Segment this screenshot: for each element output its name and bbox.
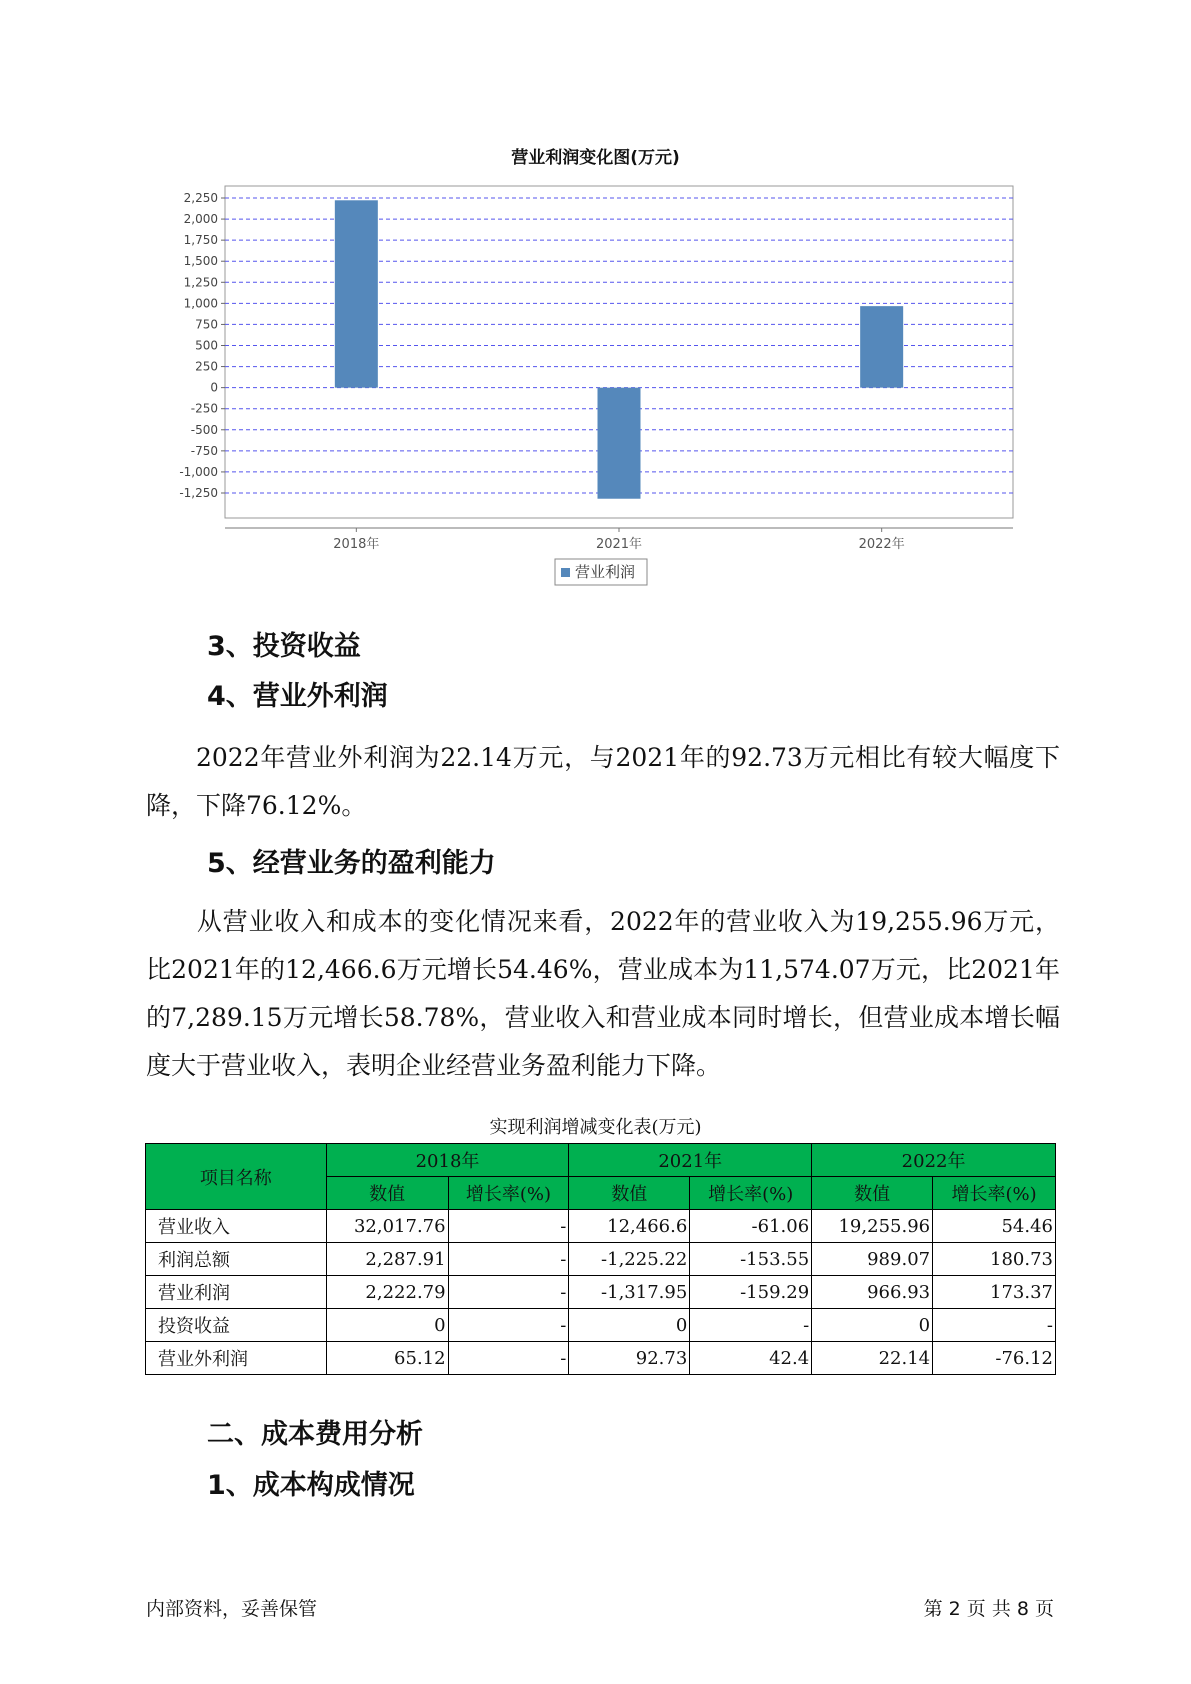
table-cell: - bbox=[448, 1210, 569, 1243]
section-heading-cost-analysis: 二、成本费用分析 bbox=[207, 1419, 423, 1450]
table-cell: 65.12 bbox=[326, 1342, 448, 1375]
table-cell: 2,287.91 bbox=[326, 1243, 448, 1276]
table-row bbox=[146, 1243, 1056, 1276]
table-cell: -76.12 bbox=[933, 1342, 1056, 1375]
row-name: 营业收入 bbox=[146, 1210, 327, 1243]
header-year-2021: 2021年 bbox=[569, 1144, 812, 1177]
x-tick-label: 2018年 bbox=[333, 537, 380, 552]
table-cell: - bbox=[448, 1243, 569, 1276]
row-name: 营业利润 bbox=[146, 1276, 327, 1309]
table-cell: 12,466.6 bbox=[569, 1210, 690, 1243]
table-cell: 0 bbox=[326, 1309, 448, 1342]
table-cell: - bbox=[448, 1342, 569, 1375]
paragraph-profitability bbox=[146, 898, 1060, 1090]
header-item-name: 项目名称 bbox=[146, 1144, 327, 1210]
y-tick-label: 750 bbox=[195, 317, 218, 332]
y-tick-label: 1,500 bbox=[183, 254, 218, 269]
y-tick-label: -1,000 bbox=[179, 464, 218, 479]
table-cell: -153.55 bbox=[690, 1243, 812, 1276]
y-tick-label: 500 bbox=[195, 338, 218, 353]
chart-title: 营业利润变化图(万元) bbox=[511, 148, 680, 168]
table-cell: 22.14 bbox=[812, 1342, 933, 1375]
table-cell: 32,017.76 bbox=[326, 1210, 448, 1243]
header-growth-rate: 增长率(%) bbox=[448, 1177, 569, 1210]
header-growth-rate: 增长率(%) bbox=[933, 1177, 1056, 1210]
table-cell: -61.06 bbox=[690, 1210, 812, 1243]
header-value: 数值 bbox=[326, 1177, 448, 1210]
section-heading-profitability: 5、经营业务的盈利能力 bbox=[207, 848, 496, 879]
table-cell: 54.46 bbox=[933, 1210, 1056, 1243]
section-heading-investment-income: 3、投资收益 bbox=[207, 631, 361, 662]
row-name: 投资收益 bbox=[146, 1309, 327, 1342]
row-name: 营业外利润 bbox=[146, 1342, 327, 1375]
table-cell: 989.07 bbox=[812, 1243, 933, 1276]
table-cell: -159.29 bbox=[690, 1276, 812, 1309]
table-cell: - bbox=[448, 1276, 569, 1309]
section-heading-cost-structure: 1、成本构成情况 bbox=[207, 1470, 415, 1501]
table-cell: 173.37 bbox=[933, 1276, 1056, 1309]
paragraph-text: 从营业收入和成本的变化情况来看，2022年的营业收入为19,255.96万元，比2021年的12,466.6万元增长54.46%，营业成本为11,574.07万元，比2021年的7,289.15万元增长58.78%，营业收入和营业成本同时增长，但营业成本增长幅度大于营业收入，表明企业经营业务盈利能力下降。 bbox=[146, 907, 1060, 1080]
table-cell: 92.73 bbox=[569, 1342, 690, 1375]
table-row bbox=[146, 1276, 1056, 1309]
x-tick-label: 2021年 bbox=[595, 537, 643, 552]
table-caption: 实现利润增减变化表(万元) bbox=[489, 1117, 702, 1138]
table-row bbox=[146, 1210, 1056, 1243]
header-value: 数值 bbox=[812, 1177, 933, 1210]
table-cell: -1,225.22 bbox=[569, 1243, 690, 1276]
bar bbox=[335, 200, 378, 387]
y-tick-label: 1,750 bbox=[183, 233, 218, 248]
legend-label: 营业利润 bbox=[575, 563, 636, 581]
y-tick-label: -1,250 bbox=[179, 486, 218, 500]
x-tick-label: 2022年 bbox=[858, 537, 905, 552]
table-cell: 2,222.79 bbox=[326, 1276, 448, 1309]
bar bbox=[598, 388, 641, 499]
table-cell: - bbox=[448, 1309, 569, 1342]
table-cell: 19,255.96 bbox=[812, 1210, 933, 1243]
table-cell: - bbox=[933, 1309, 1056, 1342]
y-tick-label: 1,000 bbox=[183, 296, 218, 311]
table-row bbox=[146, 1342, 1056, 1375]
table-row bbox=[146, 1309, 1056, 1342]
footer-confidential-note: 内部资料，妥善保管 bbox=[146, 1598, 318, 1620]
header-value: 数值 bbox=[569, 1177, 690, 1210]
table-cell: 0 bbox=[812, 1309, 933, 1342]
bar bbox=[860, 306, 903, 387]
y-tick-label: 2,000 bbox=[183, 212, 218, 227]
y-tick-label: -250 bbox=[190, 401, 218, 416]
operating-profit-chart bbox=[0, 0, 1191, 600]
y-tick-label: 2,250 bbox=[183, 191, 218, 205]
row-name: 利润总额 bbox=[146, 1243, 327, 1276]
y-tick-label: 250 bbox=[195, 359, 218, 374]
table-cell: -1,317.95 bbox=[569, 1276, 690, 1309]
table-cell: 966.93 bbox=[812, 1276, 933, 1309]
header-year-2022: 2022年 bbox=[812, 1144, 1056, 1177]
table-cell: - bbox=[690, 1309, 812, 1342]
y-tick-label: 1,250 bbox=[183, 275, 218, 290]
paragraph-non-operating-profit bbox=[146, 734, 1060, 830]
footer-page-number: 第 2 页 共 8 页 bbox=[923, 1598, 1054, 1620]
section-heading-non-operating-profit: 4、营业外利润 bbox=[207, 681, 388, 712]
table-cell: 180.73 bbox=[933, 1243, 1056, 1276]
header-year-2018: 2018年 bbox=[326, 1144, 569, 1177]
y-tick-label: -750 bbox=[190, 443, 218, 458]
header-growth-rate: 增长率(%) bbox=[690, 1177, 812, 1210]
profit-change-table bbox=[145, 1143, 1056, 1375]
table-cell: 42.4 bbox=[690, 1342, 812, 1375]
legend-swatch bbox=[561, 568, 570, 577]
paragraph-text: 2022年营业外利润为22.14万元，与2021年的92.73万元相比有较大幅度下降，下降76.12%。 bbox=[146, 743, 1060, 820]
y-tick-label: -500 bbox=[190, 422, 218, 437]
table-cell: 0 bbox=[569, 1309, 690, 1342]
y-tick-label: 0 bbox=[210, 380, 218, 395]
